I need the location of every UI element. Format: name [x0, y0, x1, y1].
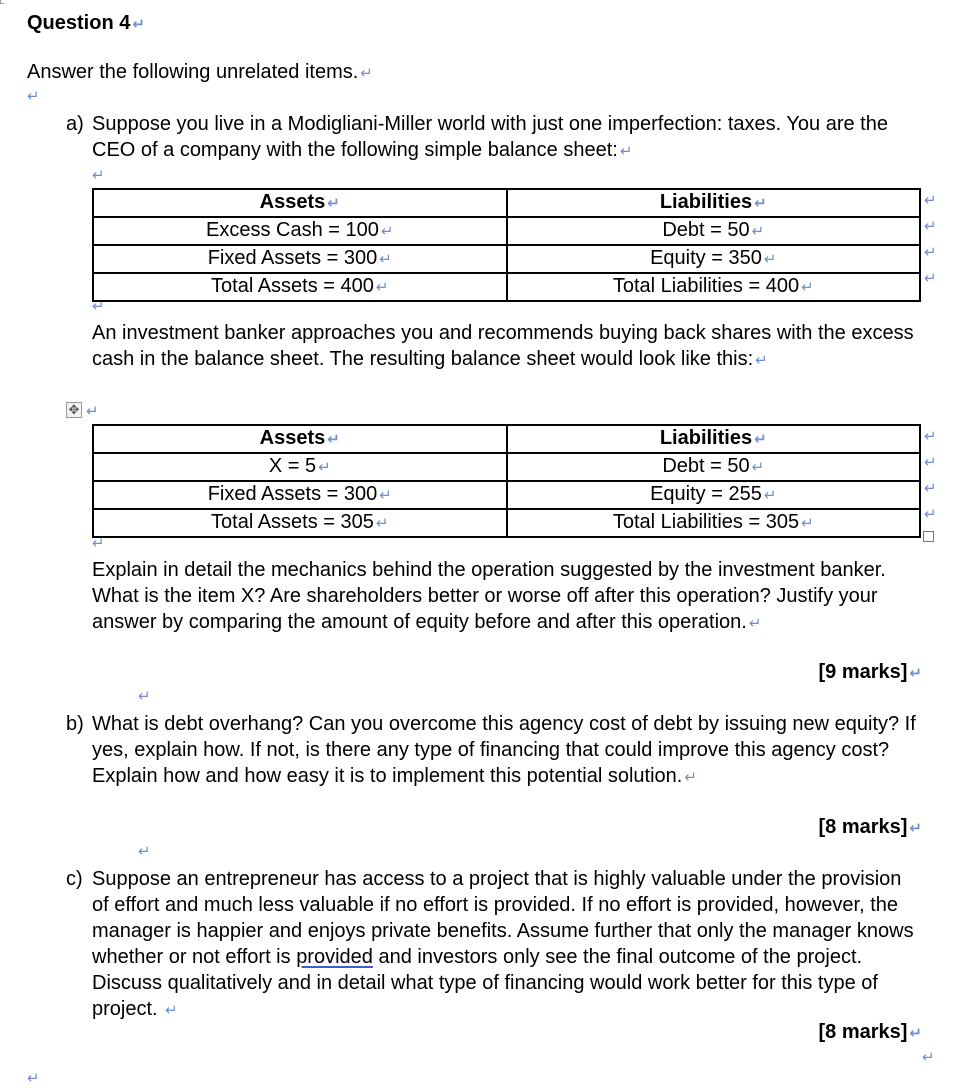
table-header-liabilities: Liabilities ↵	[507, 189, 921, 217]
table-row	[93, 481, 920, 509]
table-cell: Total Liabilities = 305 ↵	[507, 509, 921, 537]
row-end-mark: ↵	[924, 480, 937, 497]
item-a-question: Explain in detail the mechanics behind the operation suggested by the investment banker. What is the item X? Are shareholders better or worse off after this operation? Justify your answer by comparing the amount of equity before and after this operation. ↵	[92, 559, 886, 633]
table-header-assets: Assets ↵	[93, 425, 507, 453]
row-end-marks	[922, 424, 942, 528]
item-c-label: c)	[66, 868, 83, 890]
table-cell: Debt = 50 ↵	[507, 453, 921, 481]
item-a	[66, 111, 922, 165]
table-cell: Excess Cash = 100 ↵	[93, 217, 507, 245]
table-cell: Total Assets = 400 ↵	[93, 273, 507, 301]
table-cell: Total Assets = 305 ↵	[93, 509, 507, 537]
table-move-handle[interactable]: ✥	[66, 402, 82, 418]
paragraph-mark: ↵	[92, 167, 105, 184]
table-cell: Fixed Assets = 300 ↵	[93, 481, 507, 509]
table-cell: Fixed Assets = 300 ↵	[93, 245, 507, 273]
paragraph-mark: ↵	[922, 1049, 935, 1066]
table-row	[93, 273, 920, 301]
paragraph-mark: ↵	[86, 403, 99, 420]
table-cell: Debt = 50 ↵	[507, 217, 921, 245]
row-end-mark: ↵	[924, 506, 937, 523]
item-b-marks: [8 marks] ↵	[818, 816, 922, 838]
table-cell: Equity = 350 ↵	[507, 245, 921, 273]
spellcheck-flag[interactable]: provided	[296, 946, 373, 968]
table-resize-handle[interactable]	[923, 531, 934, 542]
paragraph-mark: ↵	[138, 688, 151, 705]
item-a-middle-text: An investment banker approaches you and recommends buying back shares with the excess cash in the balance sheet. The resulting balance sheet would look like this: ↵	[92, 322, 914, 370]
row-end-marks	[922, 188, 942, 292]
row-end-mark: ↵	[924, 192, 937, 209]
question-heading: Question 4 ↵	[27, 12, 145, 34]
row-end-mark: ↵	[924, 270, 937, 287]
paragraph-mark: ↵	[27, 88, 40, 105]
table-header-liabilities: Liabilities ↵	[507, 425, 921, 453]
table-header-assets: Assets ↵	[93, 189, 507, 217]
table-row	[93, 245, 920, 273]
instruction-text: Answer the following unrelated items. ↵	[27, 61, 373, 83]
item-b-text: What is debt overhang? Can you overcome this agency cost of debt by issuing new equity? If yes, explain how. If not, is there any type of financing that could improve this agency cost? Explain how and how easy it is to implement this potential solution. ↵	[92, 713, 916, 787]
item-a-intro: Suppose you live in a Modigliani-Miller world with just one imperfection: taxes. You are the CEO of a company with the following simple balance sheet: ↵	[92, 113, 888, 161]
table-cell: X = 5 ↵	[93, 453, 507, 481]
table-row	[93, 509, 920, 537]
item-b-label: b)	[66, 713, 84, 735]
item-c-marks: [8 marks] ↵	[818, 1021, 922, 1043]
row-end-mark: ↵	[924, 244, 937, 261]
paragraph-mark: ↵	[138, 843, 151, 860]
item-a-marks: [9 marks] ↵	[818, 661, 922, 683]
row-end-mark: ↵	[924, 428, 937, 445]
table-row	[93, 217, 920, 245]
item-c	[66, 866, 922, 1024]
paragraph-mark: ↵	[92, 298, 105, 315]
balance-sheet-before	[92, 188, 921, 302]
row-end-mark: ↵	[924, 454, 937, 471]
paragraph-mark: ↵	[92, 535, 105, 552]
item-c-text: Suppose an entrepreneur has access to a project that is highly valuable under the provision of effort and much less valuable if no effort is provided. If no effort is provided, however, the manager is happier and enjoys private benefits. Assume further that only the manager knows whether or not effort is provided and investors only see the final outcome of the project. Discuss qualitatively and in detail what type of financing would work better for this type of project. ↵	[92, 868, 914, 1020]
table-row	[93, 425, 920, 453]
table-row	[93, 189, 920, 217]
table-cell: Equity = 255 ↵	[507, 481, 921, 509]
paragraph-mark: ↵	[27, 1070, 40, 1087]
row-end-mark: ↵	[924, 218, 937, 235]
item-b	[66, 711, 922, 791]
page-corner-marker	[0, 0, 4, 4]
balance-sheet-after	[92, 424, 921, 538]
item-a-label: a)	[66, 113, 84, 135]
table-row	[93, 453, 920, 481]
table-cell: Total Liabilities = 400 ↵	[507, 273, 921, 301]
